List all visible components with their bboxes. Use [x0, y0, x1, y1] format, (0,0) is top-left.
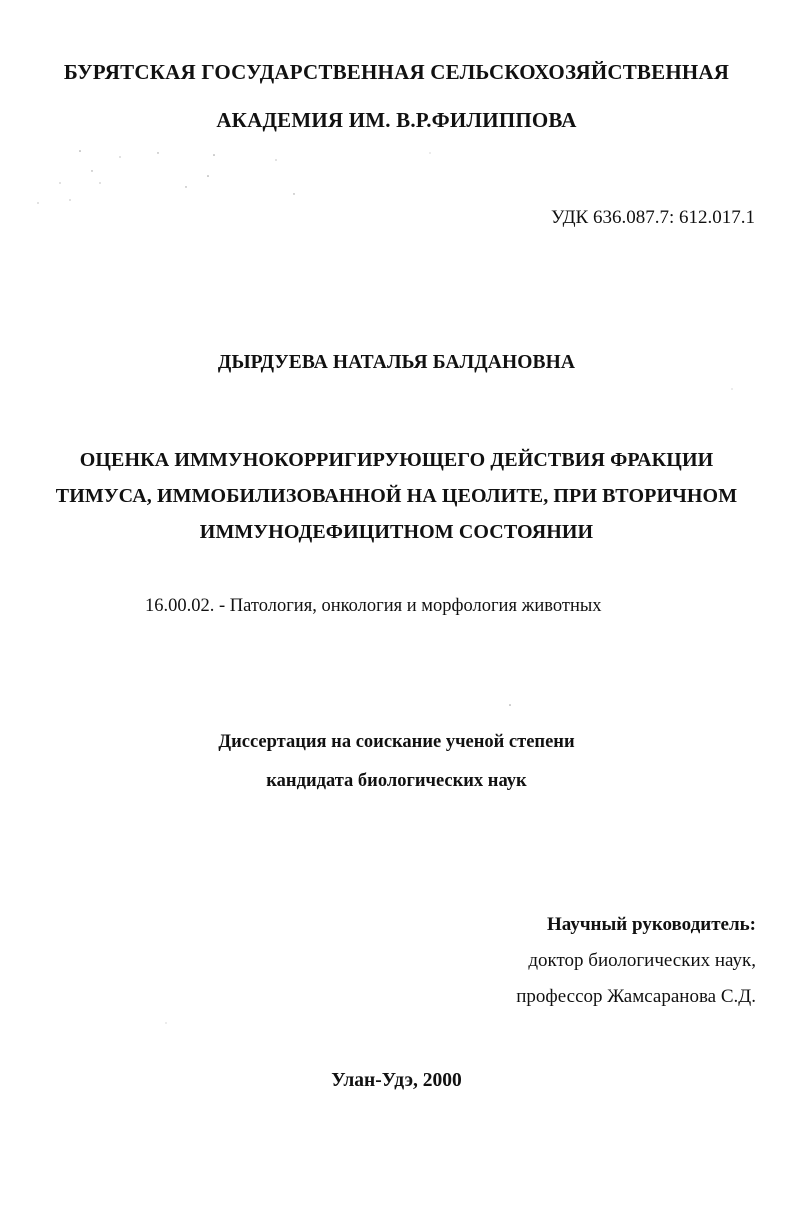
specialty-code: 16.00.02. - Патология, онкология и морфология животных — [145, 596, 602, 616]
degree-line-1: Диссертация на соискание ученой степени — [218, 732, 575, 752]
supervisor-name: профессор Жамсаранова С.Д. — [516, 986, 756, 1007]
title-line-3: ИММУНОДЕФИЦИТНОМ СОСТОЯНИИ — [199, 521, 594, 543]
degree-line-2: кандидата биологических наук — [266, 771, 527, 791]
supervisor-degree: доктор биологических наук, — [528, 950, 756, 971]
title-line-1: ОЦЕНКА ИММУНОКОРРИГИРУЮЩЕГО ДЕЙСТВИЯ ФРАКЦИИ — [79, 449, 714, 471]
title-line-2: ТИМУСА, ИММОБИЛИЗОВАННОЙ НА ЦЕОЛИТЕ, ПРИ ВТОРИЧНОМ — [55, 485, 738, 507]
institution-line-1: БУРЯТСКАЯ ГОСУДАРСТВЕННАЯ СЕЛЬСКОХОЗЯЙСТВЕННАЯ — [63, 60, 730, 84]
udk-code: УДК 636.087.7: 612.017.1 — [551, 207, 755, 228]
city-year: Улан-Удэ, 2000 — [331, 1070, 462, 1091]
institution-line-2: АКАДЕМИЯ ИМ. В.Р.ФИЛИППОВА — [216, 108, 577, 132]
supervisor-heading: Научный руководитель: — [547, 914, 756, 935]
author-name: ДЫРДУЕВА НАТАЛЬЯ БАЛДАНОВНА — [217, 352, 576, 373]
